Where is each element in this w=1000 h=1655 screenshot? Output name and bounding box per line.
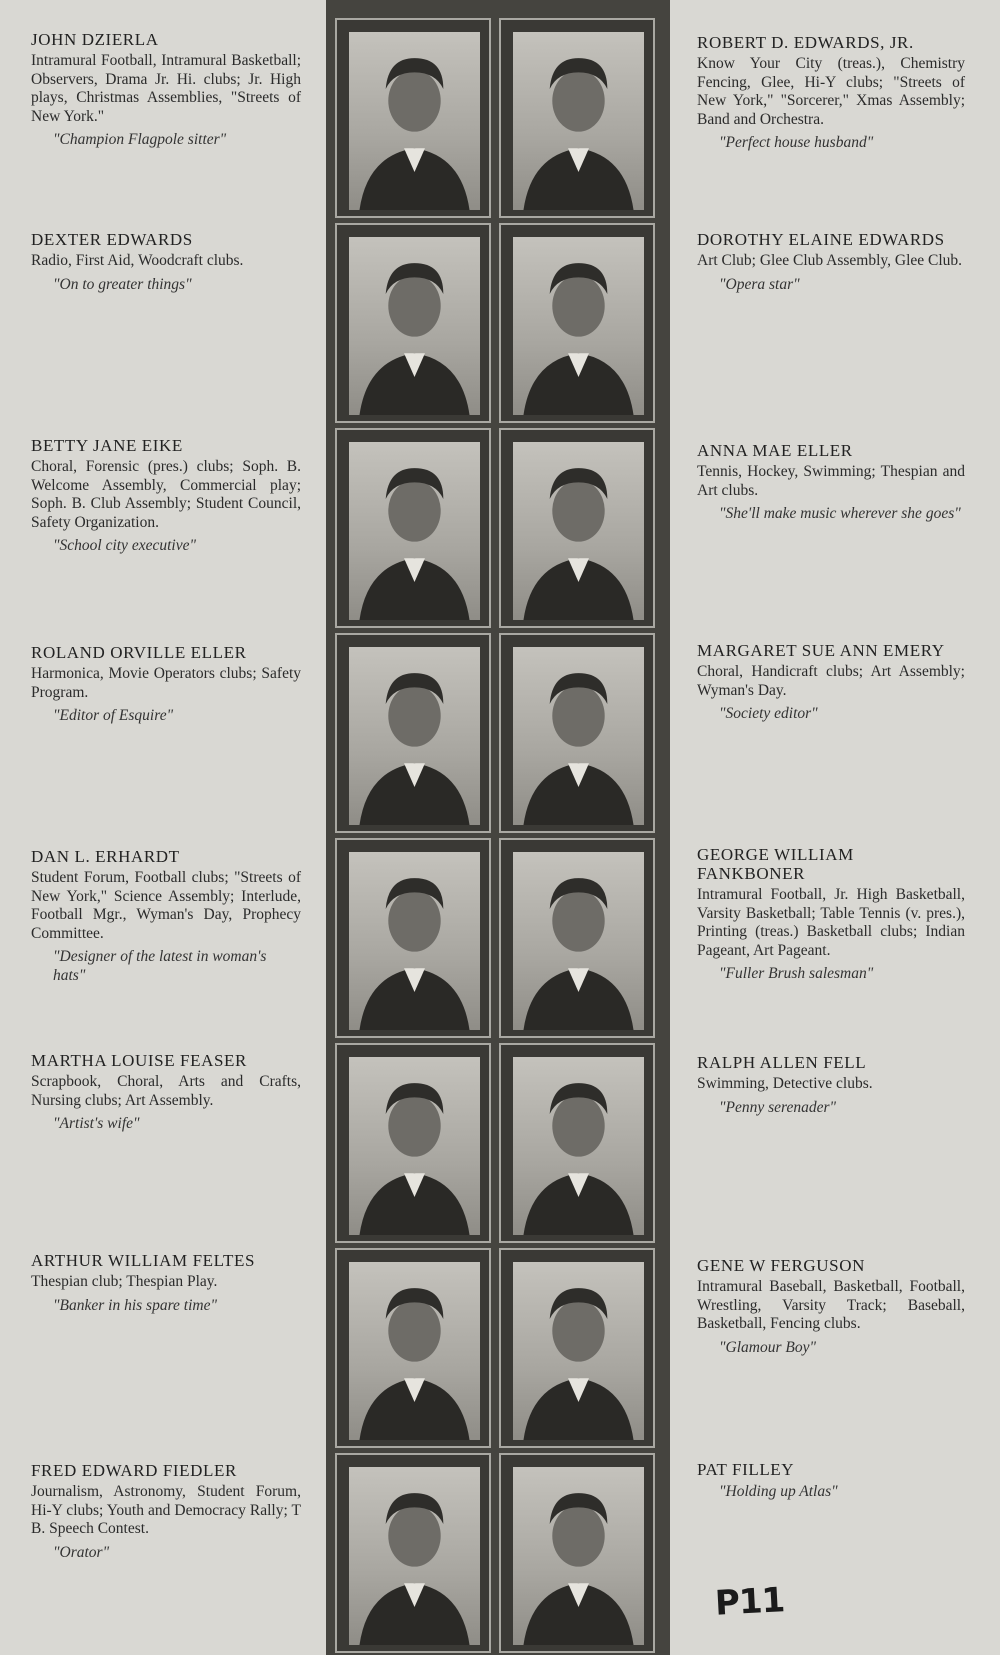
- student-quote: "Perfect house husband": [719, 134, 874, 151]
- portrait-frame: [335, 223, 491, 423]
- student-activities: Intramural Football, Intramural Basketball; Observers, Drama Jr. Hi. clubs; Jr. High plays, Christmas Assemblies, "Streets of New York.": [31, 52, 301, 125]
- student-activities: Radio, First Aid, Woodcraft clubs.: [31, 252, 244, 269]
- student-quote: "School city executive": [53, 537, 196, 554]
- student-quote: "Champion Flagpole sitter": [53, 131, 227, 148]
- bio-roland-orville-eller: [31, 643, 301, 725]
- student-activities: Swimming, Detective clubs.: [697, 1075, 873, 1092]
- student-portrait-photo: [513, 1467, 644, 1645]
- portrait-frame: [499, 633, 655, 833]
- student-portrait-photo: [349, 1262, 480, 1440]
- portrait-frame: [499, 18, 655, 218]
- student-portrait-photo: [513, 647, 644, 825]
- student-portrait-photo: [349, 1057, 480, 1235]
- student-name: PAT FILLEY: [697, 1460, 795, 1479]
- student-name: ROBERT D. EDWARDS, JR.: [697, 33, 914, 52]
- student-activities: Harmonica, Movie Operators clubs; Safety Program.: [31, 665, 301, 701]
- student-quote: "On to greater things": [53, 275, 192, 293]
- student-name: RALPH ALLEN FELL: [697, 1053, 867, 1072]
- student-portrait-photo: [349, 237, 480, 415]
- portrait-frame: [335, 18, 491, 218]
- student-quote: "She'll make music wherever she goes": [719, 505, 961, 522]
- student-quote: "Opera star": [719, 275, 800, 293]
- student-name: ARTHUR WILLIAM FELTES: [31, 1251, 256, 1270]
- portrait-frame: [499, 1453, 655, 1653]
- bio-robert-d-edwards: [697, 33, 965, 152]
- student-portrait-photo: [513, 852, 644, 1030]
- student-portrait-photo: [513, 442, 644, 620]
- student-portrait-photo: [513, 1057, 644, 1235]
- portrait-frame: [499, 1043, 655, 1243]
- portrait-frame: [499, 223, 655, 423]
- student-name: JOHN DZIERLA: [31, 30, 159, 49]
- student-activities: Art Club; Glee Club Assembly, Glee Club.: [697, 252, 963, 269]
- student-name: MARGARET SUE ANN EMERY: [697, 641, 945, 660]
- student-name: GEORGE WILLIAM FANKBONER: [697, 845, 854, 883]
- student-name: ANNA MAE ELLER: [697, 441, 853, 460]
- bio-gene-w-ferguson: [697, 1256, 965, 1357]
- student-portrait-photo: [349, 852, 480, 1030]
- student-portrait-photo: [349, 442, 480, 620]
- student-activities: Scrapbook, Choral, Arts and Crafts, Nursing clubs; Art Assembly.: [31, 1073, 301, 1109]
- student-portrait-photo: [349, 32, 480, 210]
- bio-john-dzierla: [31, 30, 301, 149]
- student-name: FRED EDWARD FIEDLER: [31, 1461, 237, 1480]
- portrait-frame: [335, 1248, 491, 1448]
- student-quote: "Artist's wife": [53, 1115, 140, 1132]
- portrait-frame: [335, 1453, 491, 1653]
- student-activities: Tennis, Hockey, Swimming; Thespian and Art clubs.: [697, 463, 965, 499]
- student-quote: "Glamour Boy": [719, 1338, 816, 1356]
- bio-dorothy-elaine-edwards: [697, 230, 965, 294]
- portrait-frame: [335, 633, 491, 833]
- bio-martha-louise-feaser: [31, 1051, 301, 1133]
- bio-george-william-fankboner: [697, 845, 965, 983]
- bio-arthur-william-feltes: [31, 1251, 301, 1315]
- student-portrait-photo: [513, 1262, 644, 1440]
- student-portrait-photo: [513, 32, 644, 210]
- bio-betty-jane-eike: [31, 436, 301, 555]
- student-activities: Journalism, Astronomy, Student Forum, Hi-Y clubs; Youth and Democracy Rally; T B. Speech Contest.: [31, 1483, 301, 1537]
- student-quote: "Designer of the latest in woman's hats": [53, 948, 267, 984]
- bio-dexter-edwards: [31, 230, 301, 294]
- student-activities: Student Forum, Football clubs; "Streets of New York," Science Assembly; Interlude, Football Mgr., Wyman's Day, Prophecy Committee.: [31, 869, 301, 942]
- portrait-frame: [499, 1248, 655, 1448]
- bio-anna-mae-eller: [697, 441, 965, 523]
- bio-pat-filley: [697, 1460, 965, 1501]
- student-name: ROLAND ORVILLE ELLER: [31, 643, 247, 662]
- student-quote: "Fuller Brush salesman": [719, 965, 874, 982]
- student-name: DAN L. ERHARDT: [31, 847, 180, 866]
- student-portrait-photo: [513, 237, 644, 415]
- student-activities: Know Your City (treas.), Chemistry Fencing, Glee, Hi-Y clubs; "Streets of New York," "Sorcerer," Xmas Assembly; Band and Orchestra.: [697, 55, 965, 128]
- bio-margaret-sue-ann-emery: [697, 641, 965, 723]
- student-quote: "Penny serenader": [719, 1098, 837, 1116]
- portrait-frame: [335, 838, 491, 1038]
- student-name: GENE W FERGUSON: [697, 1256, 865, 1275]
- student-quote: "Holding up Atlas": [719, 1483, 838, 1500]
- student-name: MARTHA LOUISE FEASER: [31, 1051, 247, 1070]
- student-name: DOROTHY ELAINE EDWARDS: [697, 230, 945, 249]
- student-activities: Choral, Forensic (pres.) clubs; Soph. B. Welcome Assembly, Commercial play; Soph. B. Club Assembly; Student Council, Safety Organization.: [31, 458, 301, 531]
- portrait-frame: [499, 838, 655, 1038]
- student-quote: "Banker in his spare time": [53, 1296, 217, 1314]
- handwritten-page-note: P11: [714, 1580, 786, 1624]
- student-portrait-photo: [349, 1467, 480, 1645]
- student-activities: Intramural Baseball, Basketball, Football, Wrestling, Varsity Track; Baseball, Basketball, Fencing clubs.: [697, 1278, 965, 1332]
- portrait-frame: [499, 428, 655, 628]
- portrait-frame: [335, 428, 491, 628]
- student-quote: "Society editor": [719, 705, 818, 722]
- bio-ralph-allen-fell: [697, 1053, 965, 1117]
- student-quote: "Orator": [53, 1543, 110, 1561]
- bio-dan-erhardt: [31, 847, 301, 985]
- student-name: DEXTER EDWARDS: [31, 230, 193, 249]
- student-quote: "Editor of Esquire": [53, 707, 174, 724]
- student-portrait-photo: [349, 647, 480, 825]
- student-activities: Thespian club; Thespian Play.: [31, 1273, 218, 1290]
- student-activities: Intramural Football, Jr. High Basketball, Varsity Basketball; Table Tennis (v. pres.), Printing (treas.) Basketball clubs; Indian Pageant, Art Pageant.: [697, 886, 965, 959]
- student-activities: Choral, Handicraft clubs; Art Assembly; Wyman's Day.: [697, 663, 965, 699]
- student-name: BETTY JANE EIKE: [31, 436, 183, 455]
- portrait-frame: [335, 1043, 491, 1243]
- bio-fred-edward-fiedler: [31, 1461, 301, 1562]
